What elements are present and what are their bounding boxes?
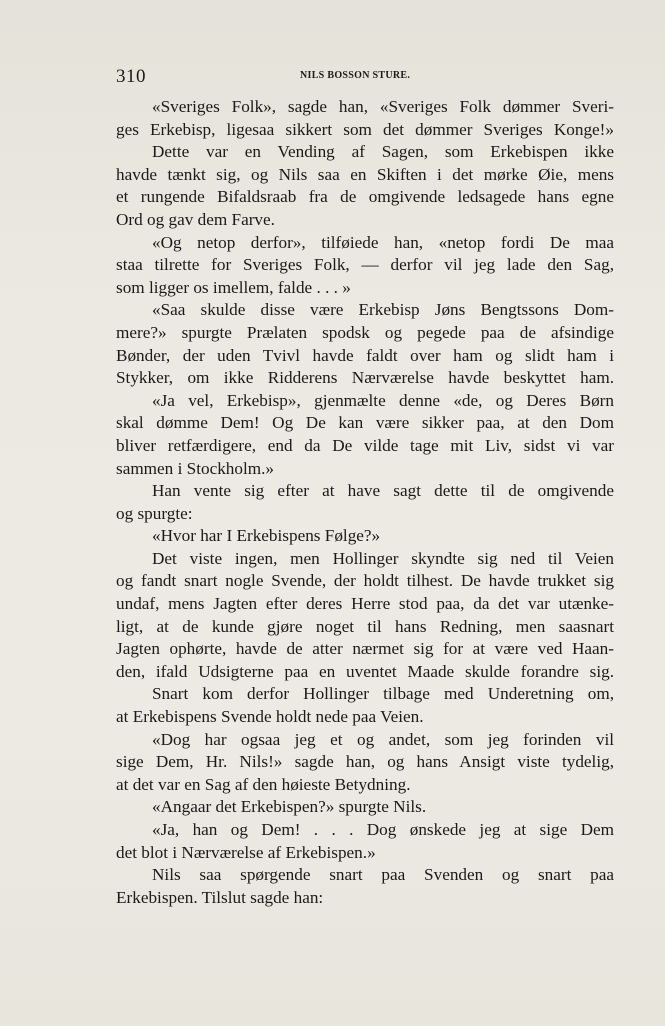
text-line: Erkebispen. Tilslut sagde han:	[116, 887, 324, 907]
text-line: at Erkebispens Svende holdt nede paa Veien.	[116, 707, 424, 727]
text-line: havde tænkt sig, og Nils saa en Skiften i det mørke Øie, mens	[116, 164, 614, 184]
text-line: Dette var en Vending af Sagen, som Erkebispen ikke	[152, 142, 614, 162]
text-line: «Dog har ogsaa jeg et og andet, som jeg forinden vil	[152, 729, 614, 749]
text-line: sammen i Stockholm.»	[116, 458, 275, 478]
text-line: sige Dem, Hr. Nils!» sagde han, og hans Ansigt viste tydelig,	[116, 752, 614, 772]
page-number: 310	[116, 66, 146, 87]
text-line: og spurgte:	[116, 503, 193, 523]
text-line: «Ja, han og Dem! . . . Dog ønskede jeg at sige Dem	[152, 820, 614, 839]
text-line: skal dømme Dem! Og De kan være sikker paa, at den Dom	[116, 413, 614, 433]
text-line: «Angaar det Erkebispen?» spurgte Nils.	[152, 797, 427, 817]
text-line: Han vente sig efter at have sagt dette til de omgivende	[152, 481, 614, 501]
text-line: det blot i Nærværelse af Erkebispen.»	[116, 842, 376, 862]
text-line: Ord og gav dem Farve.	[116, 209, 275, 229]
text-line: et rungende Bifaldsraab fra de omgivende ledsagede hans egne	[116, 187, 614, 207]
text-line: ligt, at de kunde gjøre noget til hans Redning, men saasnart	[116, 616, 614, 636]
text-line: «Og netop derfor», tilføiede han, «netop fordi De maa	[152, 232, 614, 252]
text-line: Nils saa spørgende snart paa Svenden og snart paa	[152, 865, 614, 885]
text-line: Bønder, der uden Tvivl havde faldt over ham og slidt ham i	[116, 345, 614, 365]
text-line: mere?» spurgte Prælaten spodsk og pegede paa de afsindige	[116, 322, 614, 342]
text-line: Snart kom derfor Hollinger tilbage med Underetning om,	[152, 684, 614, 704]
text-line: bliver retfærdigere, end da De vilde tage mit Liv, sidst vi var	[116, 435, 614, 455]
text-line: «Ja vel, Erkebisp», gjenmælte denne «de, og Deres Børn	[152, 390, 614, 410]
text-line: at det var en Sag af den høieste Betydning.	[116, 774, 411, 794]
text-line: «Sveriges Folk», sagde han, «Sveriges Folk dømmer Sveri-	[152, 97, 614, 116]
text-line: den, ifald Udsigterne paa en uventet Maade skulde forandre sig.	[116, 661, 614, 681]
text-line: undaf, mens Jagten efter deres Herre stod paa, da det var utænke-	[116, 594, 614, 614]
running-head: NILS BOSSON STURE.	[300, 70, 411, 81]
text-line: ges Erkebisp, ligesaa sikkert som det dømmer Sveriges Konge!»	[116, 119, 614, 139]
text-line: «Hvor har I Erkebispens Følge?»	[152, 526, 381, 546]
text-line: Jagten ophørte, havde de atter nærmet sig for at være ved Haan-	[116, 639, 614, 659]
text-line: som ligger os imellem, falde . . . »	[116, 277, 351, 297]
text-line: staa tilrette for Sveriges Folk, — derfor vil jeg lade den Sag,	[116, 255, 614, 275]
text-line: Stykker, om ikke Ridderens Nærværelse havde beskyttet ham.	[116, 368, 614, 388]
text-line: og fandt snart nogle Svende, der holdt tilhest. De havde trukket sig	[116, 571, 614, 591]
body-text	[116, 96, 614, 909]
text-line: Det viste ingen, men Hollinger skyndte sig ned til Veien	[152, 548, 614, 568]
text-line: «Saa skulde disse være Erkebisp Jøns Bengtssons Dom-	[152, 300, 614, 320]
